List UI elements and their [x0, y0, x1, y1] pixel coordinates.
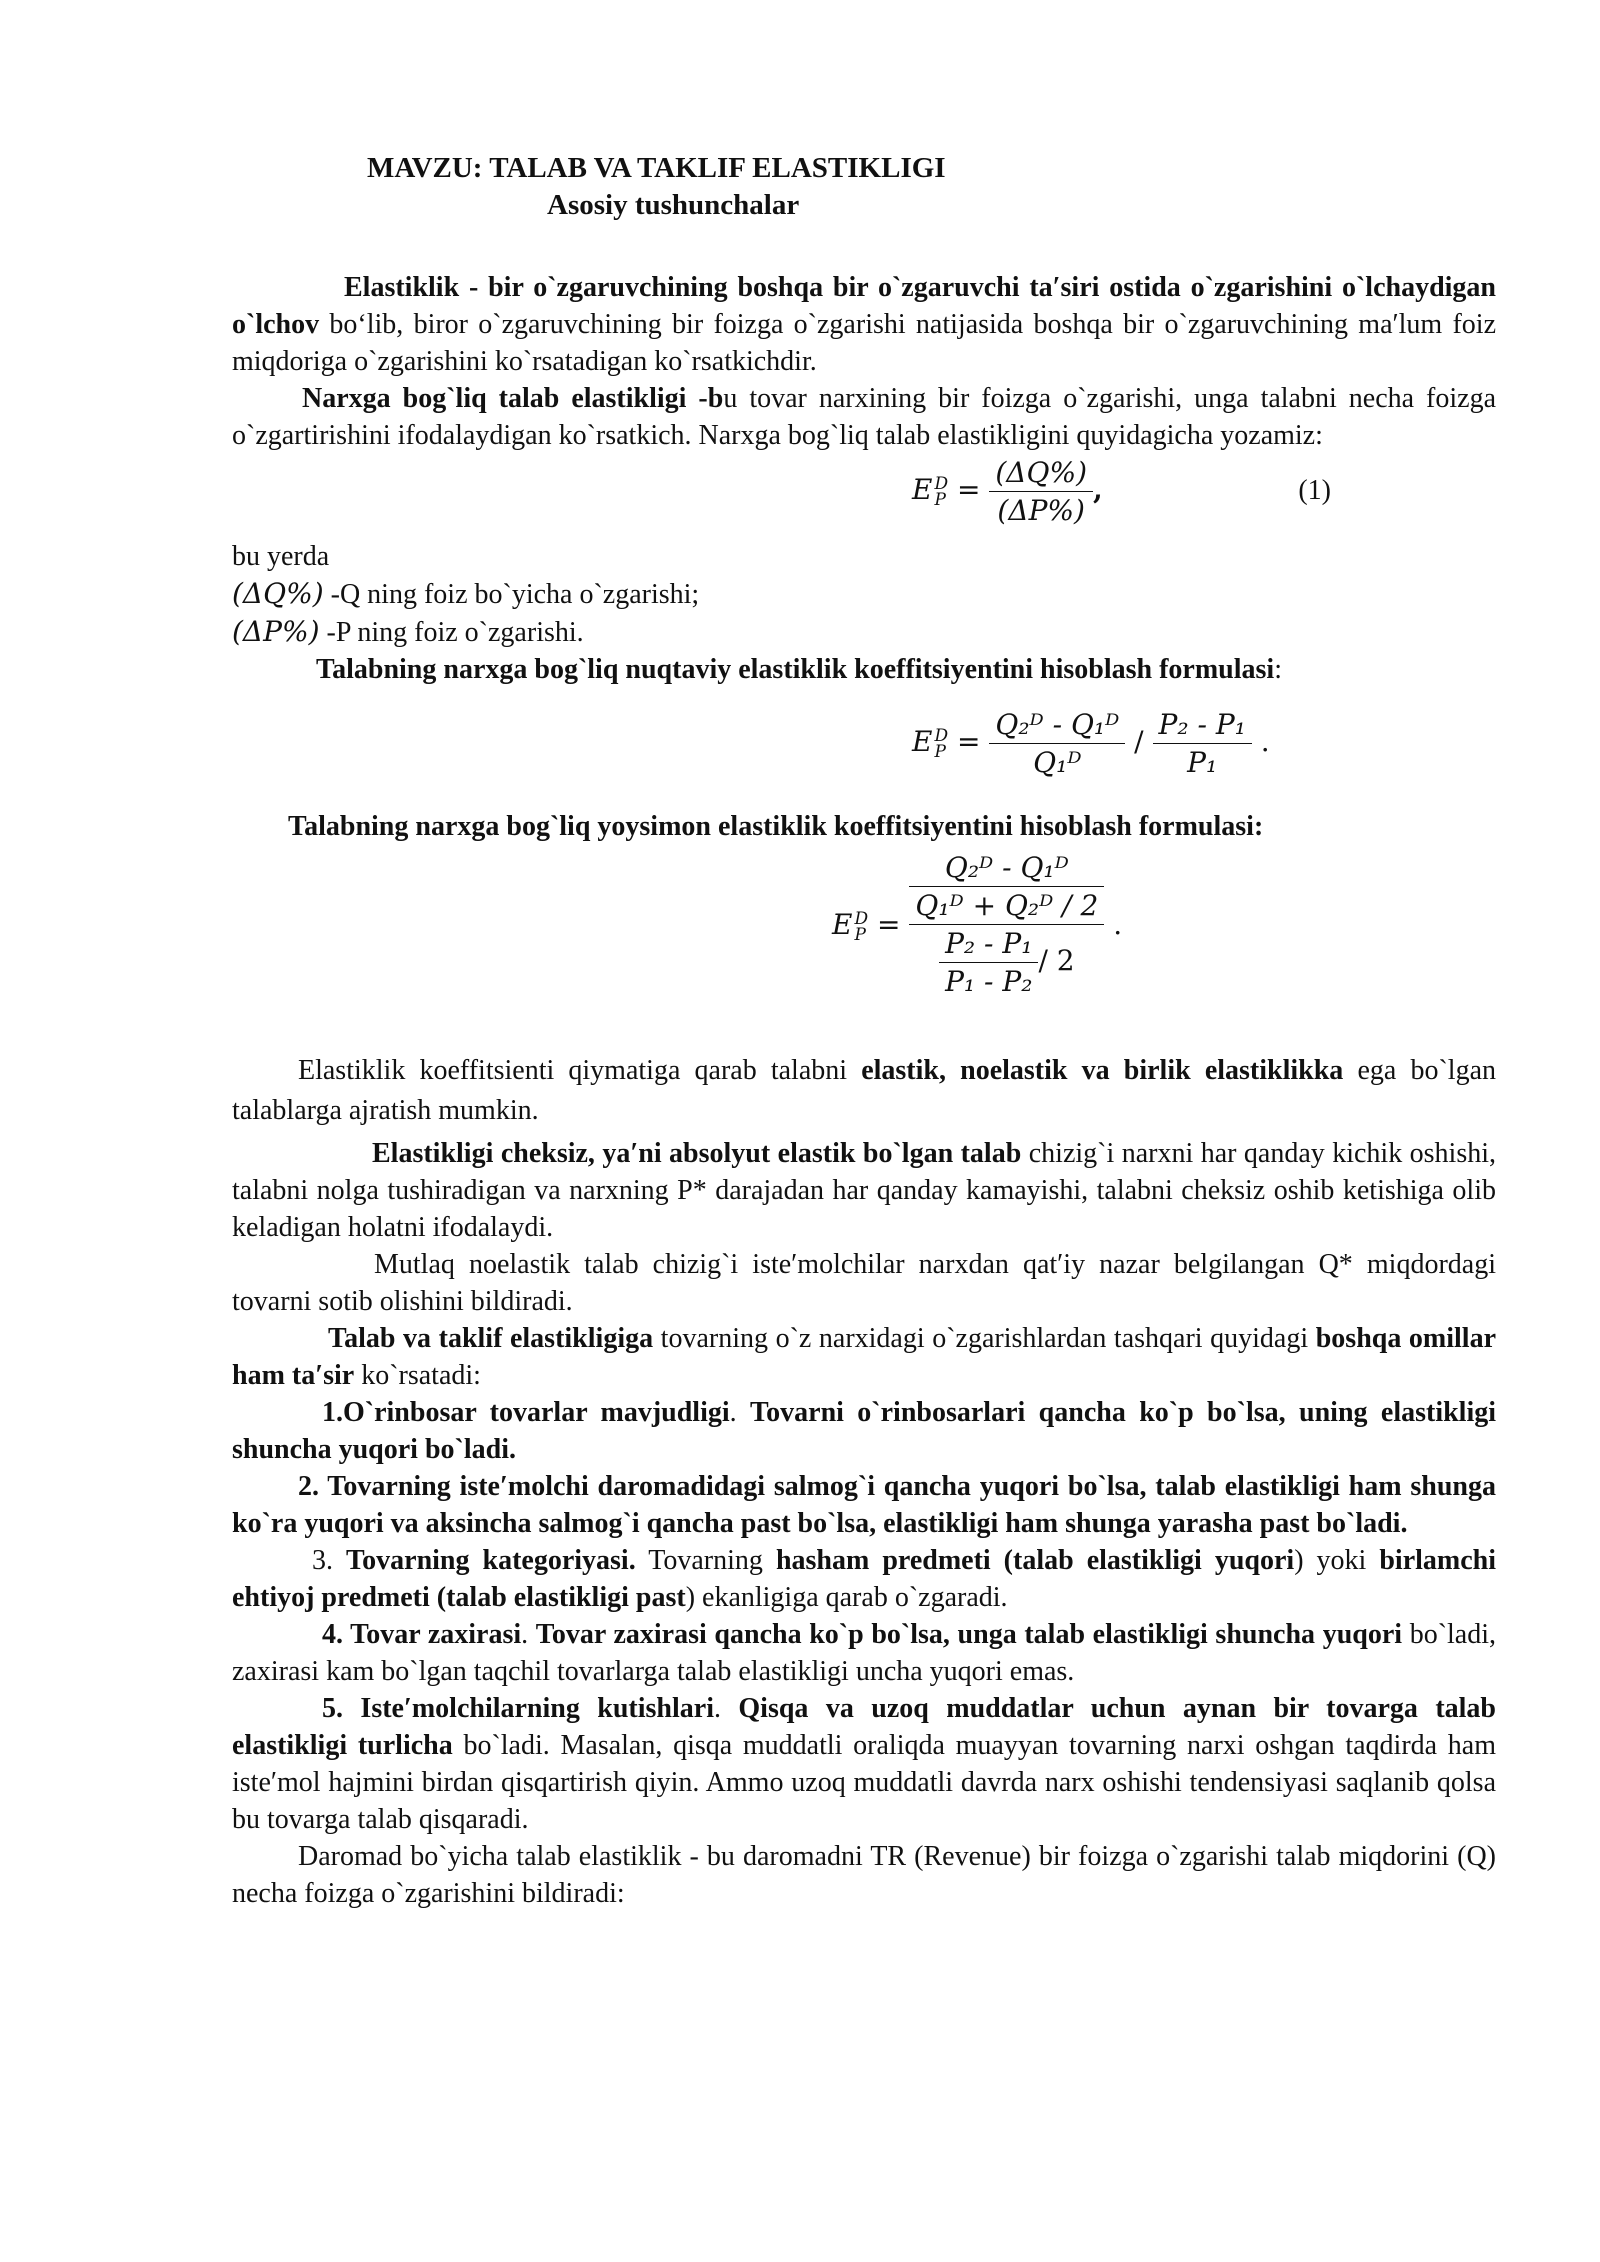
- list-item-5: 5. Iste′molchilarning kutishlari. Qisqa va uzoq muddatlar uchun aynan bir tovarga talab elastikligi turlicha bo`ladi. Masalan, qisqa muddatli oraliqda muayyan tovarning narxi oshgan taqdirda ham iste′mol hajmini birdan qisqartirish qiyin. Ammo uzoq muddatli davrda narx oshishi tendensiyasi saqlanib qolsa bu tovarga talab qisqaradi.: [232, 1693, 1496, 1835]
- formula-denominator: (ΔP%): [997, 494, 1085, 527]
- formula-numerator: P₂ - P₁: [1153, 706, 1252, 744]
- formula-denominator: Q₁ᴰ + Q₂ᴰ / 2: [915, 889, 1099, 922]
- bold-term: Narxga bog`liq talab elastikligi -b: [302, 383, 724, 414]
- list-item-1: 1.O`rinbosar tovarlar mavjudligi. Tovarni o`rinbosarlari qancha ko`p bo`lsa, uning elastikligi shuncha yuqori bo`ladi.: [232, 1397, 1497, 1465]
- paragraph-text: bo‘lib, biror o`zgaruvchining bir foizga o`zgarishi natijasida boshqa bir o`zgaruvchining ma′lum foiz miqdoriga o`zgarishini ko`rsatadigan ko`rsatkichdir.: [232, 309, 1496, 377]
- formula-numerator: Q₂ᴰ - Q₁ᴰ: [909, 849, 1104, 887]
- formula-fraction: [989, 454, 1093, 529]
- formula-compound-fraction: [909, 849, 1104, 1000]
- formula-numerator: (ΔQ%): [989, 454, 1093, 492]
- list-item-2: 2. Tovarning iste′molchi daromadidagi salmog`i qancha yuqori bo`lsa, talab elastikligi ham shunga ko`ra yuqori va aksincha salmog`i qancha past bo`lsa, elastikligi ham shunga yarasha past bo`ladi.: [232, 1471, 1496, 1539]
- formula-fraction-q: [989, 706, 1125, 781]
- where-item-q: (ΔQ%) -Q ning foiz bo`yicha o`zgarishi;: [232, 577, 700, 610]
- formula-divisor: / 2: [1038, 944, 1075, 977]
- formula-denominator: P₁ - P₂: [945, 965, 1033, 998]
- formula-arc-elasticity: E D P = $\frac{\text{Q₂ᴰ - Q₁ᴰ}}{\text{Q₁ᴰ + Q₂ᴰ / 2}}$ $\frac{\text{P₂ - P₁}}{\text{P₁ - P₂}}$ / 2 .: [832, 851, 1123, 998]
- paragraph-revenue-elasticity: Daromad bo`yicha talab elastiklik - bu daromadni TR (Revenue) bir foizga o`zgarishi talab miqdorini (Q) necha foizga o`zgarishini bildiradi:: [232, 1841, 1496, 1909]
- where-label: bu yerda: [232, 541, 330, 572]
- formula-lhs: E D P: [912, 473, 949, 510]
- formula-point-elasticity: E D P = $\frac{\text{Q₂ᴰ - Q₁ᴰ}}{\text{Q₁ᴰ}}$ / $\frac{\text{P₂ - P₁}}{\text{P₁}}$ .: [912, 708, 1270, 779]
- list-item-4: 4. Tovar zaxirasi. Tovar zaxirasi qancha ko`p bo`lsa, unga talab elastikligi shuncha yuqori bo`ladi, zaxirasi kam bo`lgan taqchil tovarlarga talab elastikligi uncha yuqori emas.: [232, 1619, 1497, 1687]
- paragraph-text: u tovar narxining bir foizga o`zgarishi, unga talabni necha foizga o`zgartirishini ifodalaydigan ko`rsatkich. Narxga bog`liq talab elastikligini quyidagicha yozamiz:: [232, 383, 1496, 451]
- page-subtitle: Asosiy tushunchalar: [547, 189, 800, 221]
- paragraph-perfectly-elastic: Elastikligi cheksiz, ya′ni absolyut elastik bo`lgan talab chizig`i narxni har qanday kichik oshishi, talabni nolga tushiradigan va narxning P* darajadan har qanday kamayishi, talabni cheksiz oshib ketishiga olib keladigan holatni ifodalaydi.: [232, 1138, 1497, 1243]
- equation-number: (1): [1298, 475, 1331, 506]
- formula-fraction-p: [939, 925, 1038, 1000]
- document-page: [232, 150, 1496, 1912]
- page-title: MAVZU: TALAB VA TAKLIF ELASTIKLIGI: [367, 152, 946, 184]
- formula-fraction-q: [909, 849, 1104, 924]
- formula-numerator: Q₂ᴰ - Q₁ᴰ: [989, 706, 1125, 744]
- list-item-3: 3. Tovarning kategoriyasi. Tovarning hasham predmeti (talab elastikligi yuqori) yoki birlamchi ehtiyoj predmeti (talab elastikligi past) ekanligiga qarab o`zgaradi.: [232, 1545, 1497, 1613]
- formula-1: E D P = $\frac{(\Delta Q\%)}{(\Delta P\%)}$ , (1): [912, 456, 1331, 527]
- where-item-p: (ΔP%) -P ning foiz o`zgarishi.: [232, 615, 584, 648]
- heading-point-elasticity: Talabning narxga bog`liq nuqtaviy elastiklik koeffitsiyentini hisoblash formulasi:: [316, 654, 1282, 685]
- formula-numerator: P₂ - P₁: [939, 925, 1038, 963]
- formula-fraction-p: [1153, 706, 1252, 781]
- bold-term: Elastiklik - bir o`zgaruvchining boshqa bir o`zgaruvchi ta′siri ostida o`zgarishini o`lchaydigan o`lchov: [232, 272, 1496, 340]
- paragraph-price-elasticity: [232, 380, 1496, 454]
- paragraph-elasticity-definition: [232, 269, 1496, 380]
- paragraph-elasticity-types: Elastiklik koeffitsienti qiymatiga qarab talabni elastik, noelastik va birlik elastiklikka ega bo`lgan talablarga ajratish mumkin.: [232, 1055, 1496, 1126]
- paragraph-perfectly-inelastic: Mutlaq noelastik talab chizig`i iste′molchilar narxdan qat′iy nazar belgilangan Q* miqdordagi tovarni sotib olishini bildiradi.: [232, 1249, 1496, 1317]
- heading-arc-elasticity: Talabning narxga bog`liq yoysimon elastiklik koeffitsiyentini hisoblash formulasi:: [288, 811, 1264, 842]
- formula-denominator: P₁: [1187, 746, 1218, 779]
- formula-denominator: Q₁ᴰ: [1033, 746, 1082, 779]
- paragraph-other-factors: Talab va taklif elastikligiga tovarning o`z narxidagi o`zgarishlardan tashqari quyidagi boshqa omillar ham ta′sir ko`rsatadi:: [232, 1323, 1497, 1391]
